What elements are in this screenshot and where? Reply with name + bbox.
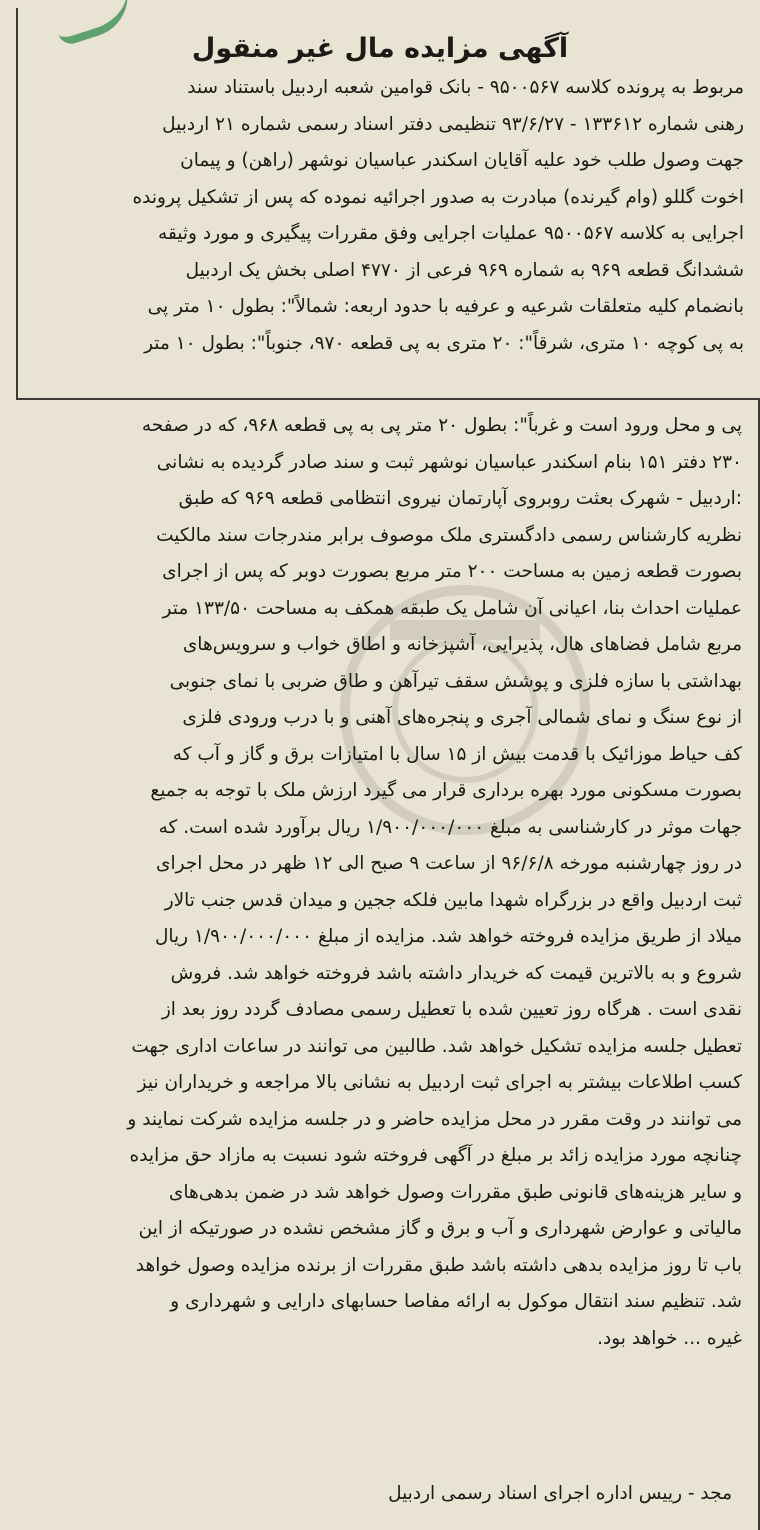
notice-text-line: و سایر هزینه‌های قانونی طبق مقررات وصول خواهد شد در ضمن بدهی‌های xyxy=(168,1181,742,1203)
notice-title: آگهی مزایده مال غیر منقول xyxy=(191,33,569,64)
notice-text-line: :اردبیل - شهرک بعثت روبروی آپارتمان نیروی انتظامی قطعه ۹۶۹ که طبق xyxy=(178,488,742,509)
notice-text-line: کف حیاط موزائیک با قدمت بیش از ۱۵ سال با امتیازات برق و گاز و آب که xyxy=(172,743,742,765)
notice-text-line: از نوع سنگ و نمای شمالی آجری و پنجره‌های آهنی و با درب ورودی فلزی xyxy=(182,707,742,728)
notice-text-line: جهت وصول طلب خود علیه آقایان اسکندر عباسیان نوشهر (راهن) و پیمان xyxy=(180,150,744,171)
notice-text-line: شد. تنظیم سند انتقال موکول به ارائه مفاصا حسابهای دارایی و شهرداری و xyxy=(170,1291,742,1312)
notice-text-line: پی و محل ورود است و غرباً": بطول ۲۰ متر پی به پی قطعه ۹۶۸، که در صفحه xyxy=(141,415,742,436)
notice-text-line: اخوت گللو (وام گیرنده) مبادرت به صدور اجرائیه نموده که پس از تشکیل پرونده xyxy=(132,186,744,208)
notice-text-line: بصورت قطعه زمین به مساحت ۲۰۰ متر مربع بصورت دوبر که پس از اجرای xyxy=(162,561,742,582)
notice-text-line: چنانچه مورد مزایده زائد بر مبلغ در آگهی فروخته شود نسبت به مازاد حق مزایده xyxy=(129,1145,742,1166)
notice-text-line: غیره ... خواهد بود. xyxy=(597,1327,742,1349)
notice-signature: مجد - رییس اداره اجرای اسناد رسمی اردبیل xyxy=(388,1483,732,1504)
notice-text-line: مربع شامل فضاهای هال، پذیرایی، آشپزخانه و اطاق خواب و سرویس‌های xyxy=(182,634,742,655)
notice-text-line: اجرایی به کلاسه ۹۵۰۰۵۶۷ عملیات اجرایی وفق مقررات پیگیری و مورد وثیقه xyxy=(158,223,744,244)
notice-text-line: به پی کوچه ۱۰ متری، شرقاً": ۲۰ متری به پی قطعه ۹۷۰، جنوباً": بطول ۱۰ متر xyxy=(144,332,744,354)
notice-text-line: ثبت اردبیل واقع در بزرگراه شهدا مابین فلکه ججین و میدان قدس جنب تالار xyxy=(164,889,742,911)
notice-top-paragraph xyxy=(18,70,744,362)
notice-text-line: رهنی شماره ۱۳۳۶۱۲ - ۹۳/۶/۲۷ تنظیمی دفتر اسناد رسمی شماره ۲۱ اردبیل xyxy=(162,113,744,135)
notice-text-line: در روز چهارشنبه مورخه ۹۶/۶/۸ از ساعت ۹ صبح الی ۱۲ ظهر در محل اجرای xyxy=(156,853,742,874)
notice-text-line: ششدانگ قطعه ۹۶۹ به شماره ۹۶۹ فرعی از ۴۷۷۰ اصلی بخش یک اردبیل xyxy=(185,259,744,281)
notice-text-line: تعطیل جلسه مزایده تشکیل خواهد شد. طالبین می توانند در ساعات اداری جهت xyxy=(131,1035,742,1057)
notice-text-line: ۲۳۰ دفتر ۱۵۱ بنام اسکندر عباسیان نوشهر ثبت و سند صادر گردیده به نشانی xyxy=(156,451,742,473)
notice-text-line: شروع و به بالاترین قیمت که خریدار داشته باشد فروخته خواهد شد. فروش xyxy=(170,962,742,984)
notice-text-line: بهداشتی با سازه فلزی و پوشش سقف تیرآهن و طاق ضربی با نمای جنوبی xyxy=(169,670,742,692)
notice-text-line: بصورت مسکونی مورد بهره برداری قرار می گیرد ارزش ملک با توجه به جمیع xyxy=(150,780,742,801)
notice-text-line: عملیات احداث بنا، اعیانی آن شامل یک طبقه همکف به مساحت ۱۳۳/۵۰ متر xyxy=(162,597,742,619)
notice-text-line: بانضمام کلیه متعلقات شرعیه و عرفیه با حدود اربعه: شمالاً": بطول ۱۰ متر پی xyxy=(147,296,744,317)
notice-text-line: باب تا روز مزایده بدهی داشته باشد طبق مقررات از برنده مزایده وصول خواهد xyxy=(135,1254,742,1276)
notice-text-line: کسب اطلاعات بیشتر به اجرای ثبت اردبیل به نشانی بالا مراجعه و خریداران نیز xyxy=(137,1072,742,1093)
notice-text-line: می توانند در وقت مقرر در محل مزایده حاضر و در جلسه مزایده شرکت نمایند و xyxy=(127,1108,742,1130)
notice-bottom-paragraph xyxy=(28,408,742,1357)
notice-text-line: مالیاتی و عوارض شهرداری و آب و برق و گاز مشخص نشده در صورتیکه از این xyxy=(138,1218,742,1239)
notice-text-line: میلاد از طریق مزایده فروخته خواهد شد. مزایده از مبلغ ۱/۹۰۰/۰۰۰/۰۰۰ ریال xyxy=(154,926,742,947)
notice-text-line: مربوط به پرونده کلاسه ۹۵۰۰۵۶۷ - بانک قوامین شعبه اردبیل باستناد سند xyxy=(187,77,744,98)
notice-text-line: نقدی است . هرگاه روز تعیین شده با تعطیل رسمی مصادف گردد روز بعد از xyxy=(161,999,742,1020)
notice-text-line: نظریه کارشناس رسمی دادگستری ملک موصوف برابر مندرجات سند مالکیت xyxy=(156,524,742,546)
notice-text-line: جهات موثر در کارشناسی به مبلغ ۱/۹۰۰/۰۰۰/۰۰۰ ریال برآورد شده است. که xyxy=(158,816,742,838)
